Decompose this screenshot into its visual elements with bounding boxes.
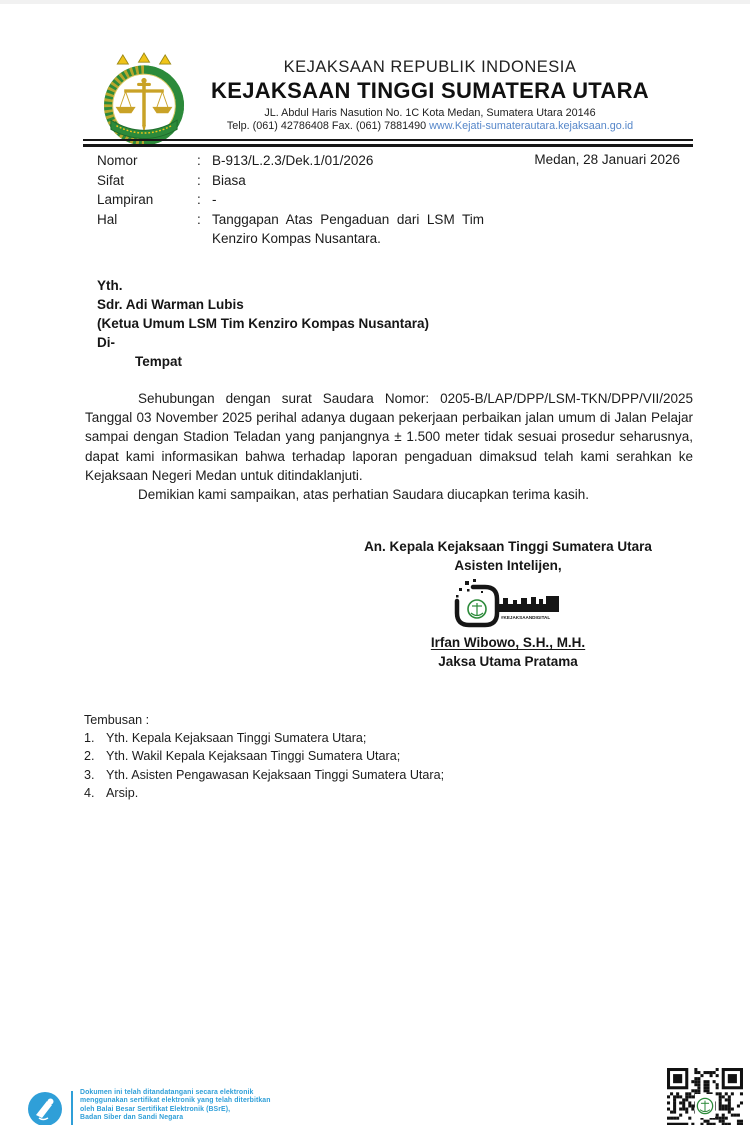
meta-label: Hal <box>97 211 118 227</box>
office-name: KEJAKSAAN TINGGI SUMATERA UTARA <box>211 78 649 103</box>
signer-name: Irfan Wibowo, S.H., M.H. <box>430 635 586 651</box>
letterhead-divider <box>83 139 693 147</box>
recipient-place: Tempat <box>135 353 183 369</box>
letter-attachment: - <box>212 192 217 208</box>
signature-an-line: An. Kepala Kejaksaan Tinggi Sumatera Utara <box>364 539 652 554</box>
letter-body <box>85 389 693 504</box>
letter-number: B-913/L.2.3/Dek.1/01/2026 <box>212 153 374 168</box>
digital-signature-stamp-icon <box>451 579 565 631</box>
esign-disclaimer <box>80 1089 271 1122</box>
letter-nature: Biasa <box>212 172 246 188</box>
esign-footer <box>27 1089 271 1125</box>
letterhead-text <box>192 58 668 132</box>
esign-divider <box>71 1091 73 1125</box>
recipient-salutation: Yth. <box>97 278 123 293</box>
dateline: Medan, 28 Januari 2026 <box>534 152 680 167</box>
signature-position: Asisten Intelijen, <box>454 557 562 573</box>
body-paragraph-1: Sehubungan dengan surat Saudara Nomor: 0205-B/LAP/DPP/LSM-TKN/DPP/VII/2025 Tanggal 03 November 2025 perihal adanya dugaan pekerjaan perbaikan jalan umum di Jalan Pelajar sampai dengan Stadion Teladan yang panjangnya ± 1.500 meter tidak sesuai prosedur seharusnya, dapat kami informasikan bahwa terhadap laporan pengaduan dimaksud telah kami serahkan ke Kejaksaan Negeri Medan untuk ditindaklanjuti. <box>85 391 693 483</box>
esign-disclaimer-line: Dokumen ini telah ditandatangani secara elektronik <box>80 1089 254 1096</box>
scan-edge-artifact <box>0 0 750 4</box>
tembusan-title: Tembusan : <box>84 713 150 727</box>
bsre-logo-icon <box>27 1091 63 1125</box>
meta-row-nomor: Nomor : B-913/L.2.3/Dek.1/01/2026 <box>97 151 693 171</box>
esign-disclaimer-line: Badan Siber dan Sandi Negara <box>80 1113 184 1121</box>
recipient-di: Di- <box>97 334 115 350</box>
meta-label: Sifat <box>97 172 125 188</box>
office-phone-fax: Telp. (061) 42786408 Fax. (061) 7881490 <box>226 120 427 132</box>
letter-meta <box>97 151 693 249</box>
body-paragraph-2: Demikian kami sampaikan, atas perhatian Saudara diucapkan terima kasih. <box>138 487 589 503</box>
meta-label: Nomor <box>97 153 138 168</box>
qr-center-emblem-icon <box>695 1094 715 1118</box>
tembusan-item: Yth. Asisten Pengawasan Kejaksaan Tinggi Sumatera Utara; <box>106 767 445 782</box>
recipient-title: (Ketua Umum LSM Tim Kenziro Kompas Nusantara) <box>97 315 430 331</box>
tembusan-list <box>84 729 444 802</box>
recipient-block <box>97 277 429 372</box>
tembusan-block <box>84 711 444 802</box>
recipient-name: Sdr. Adi Warman Lubis <box>97 296 244 312</box>
qr-code <box>667 1068 743 1125</box>
kejaksaan-emblem-icon <box>98 52 190 146</box>
esign-disclaimer-line: oleh Balai Besar Sertifikat Elektronik (BSrE), <box>80 1105 231 1113</box>
meta-label: Lampiran <box>97 192 154 208</box>
meta-row-sifat: Sifat : Biasa <box>97 171 693 191</box>
tembusan-item: Yth. Kepala Kejaksaan Tinggi Sumatera Utara; <box>106 731 367 746</box>
meta-row-hal: Hal : Tanggapan Atas Pengaduan dari LSM Tim Kenziro Kompas Nusantara. <box>97 210 693 249</box>
office-contact <box>192 120 668 132</box>
signature-block <box>351 538 665 671</box>
office-website-link[interactable]: www.Kejati-sumaterautara.kejaksaan.go.id <box>429 120 634 132</box>
office-address: JL. Abdul Haris Nasution No. 1C Kota Medan, Sumatera Utara 20146 <box>264 107 596 119</box>
meta-row-lampiran: Lampiran : - <box>97 190 693 210</box>
stamp-label: #KEJAKSAANDIGITAL <box>501 615 551 621</box>
tembusan-item: Arsip. <box>106 785 139 800</box>
esign-disclaimer-line: menggunakan sertifikat elektronik yang telah diterbitkan <box>80 1097 271 1105</box>
org-name: KEJAKSAAN REPUBLIK INDONESIA <box>283 58 577 76</box>
signer-rank: Jaksa Utama Pratama <box>438 653 578 669</box>
letter-subject: Tanggapan Atas Pengaduan dari LSM Tim Kenziro Kompas Nusantara. <box>212 211 484 247</box>
tembusan-item: Yth. Wakil Kepala Kejaksaan Tinggi Sumatera Utara; <box>106 749 401 764</box>
